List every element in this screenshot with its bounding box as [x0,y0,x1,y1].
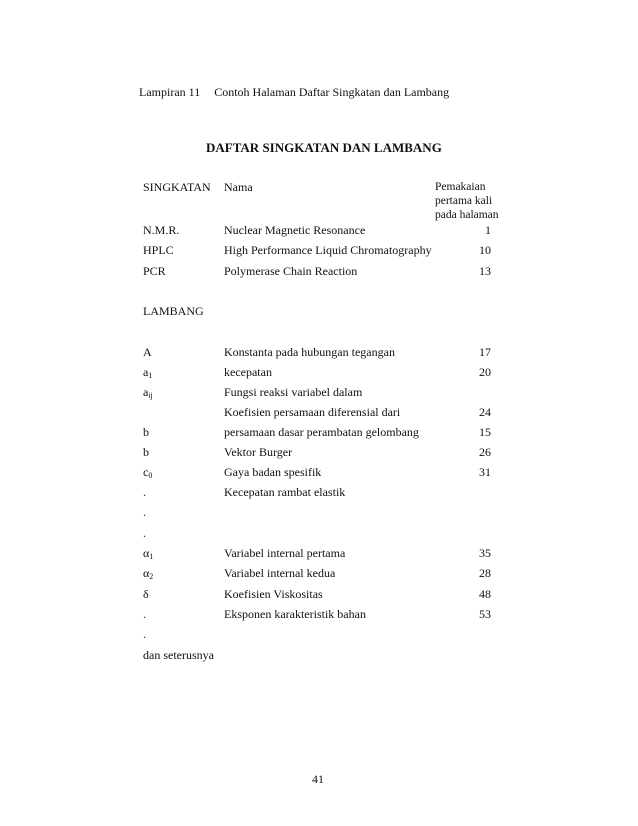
lambang-name: Vektor Burger [224,445,293,459]
lambang-name: Koefisien Viskositas [224,587,323,601]
singkatan-page: 13 [479,264,491,278]
singkatan-abbr: PCR [143,264,166,278]
singkatan-abbr: HPLC [143,243,174,257]
header-singkatan: SINGKATAN [143,180,211,194]
header-pemakaian-3: pada halaman [435,209,499,221]
caption-label: Lampiran 11 [139,85,201,99]
lambang-symbol: . [143,485,146,499]
lambang-symbol: b [143,425,149,439]
singkatan-page: 1 [485,223,491,237]
lambang-symbol: $\alpha_1$ [143,546,154,561]
caption [139,85,449,100]
page-number: 41 [312,772,324,786]
lambang-symbol: δ [143,587,149,601]
lambang-name: Konstanta pada hubungan tegangan [224,345,395,359]
lambang-symbol: . [143,607,146,621]
lambang-name: Kecepatan rambat elastik [224,485,346,499]
lambang-page: 17 [479,345,491,359]
lambang-symbol: . [143,526,146,540]
header-pemakaian-1: Pemakaian [435,181,486,193]
lambang-name: Eksponen karakteristik bahan [224,607,366,621]
lambang-page: 28 [479,566,491,580]
header-nama: Nama [224,180,253,194]
lambang-symbol: . [143,627,146,641]
singkatan-name: Polymerase Chain Reaction [224,264,358,278]
lambang-name: Koefisien persamaan diferensial dari [224,405,401,419]
lambang-page: 26 [479,445,491,459]
lambang-page: 24 [479,405,491,419]
lambang-name: persamaan dasar perambatan gelombang [224,425,419,439]
lambang-page: 20 [479,365,491,379]
lambang-symbol: $a_1$ [143,365,153,380]
singkatan-name: Nuclear Magnetic Resonance [224,223,366,237]
lambang-symbol: A [143,345,152,359]
singkatan-page: 10 [479,243,491,257]
lambang-heading: LAMBANG [143,304,204,318]
lambang-page: 31 [479,465,491,479]
lambang-name: Gaya badan spesifik [224,465,322,479]
lambang-symbol: $c_0$ [143,465,153,480]
lambang-symbol: $\alpha_2$ [143,566,154,581]
lambang-name: Variabel internal kedua [224,566,336,580]
lambang-symbol: dan seterusnya [143,648,214,662]
lambang-name: Fungsi reaksi variabel dalam [224,385,363,399]
lambang-page: 48 [479,587,491,601]
singkatan-abbr: N.M.R. [143,223,180,237]
lambang-symbol: $a_{ij}$ [143,385,153,400]
header-pemakaian-2: pertama kali [435,195,493,207]
lambang-symbol: . [143,505,146,519]
lambang-page: 35 [479,546,491,560]
lambang-symbol: b [143,445,149,459]
singkatan-name: High Performance Liquid Chromatography [224,243,432,257]
lambang-page: 53 [479,607,491,621]
caption-text: Contoh Halaman Daftar Singkatan dan Lambang [214,85,450,99]
page-title: DAFTAR SINGKATAN DAN LAMBANG [206,140,442,155]
lambang-name: Variabel internal pertama [224,546,346,560]
lambang-name: kecepatan [224,365,272,379]
lambang-page: 15 [479,425,491,439]
